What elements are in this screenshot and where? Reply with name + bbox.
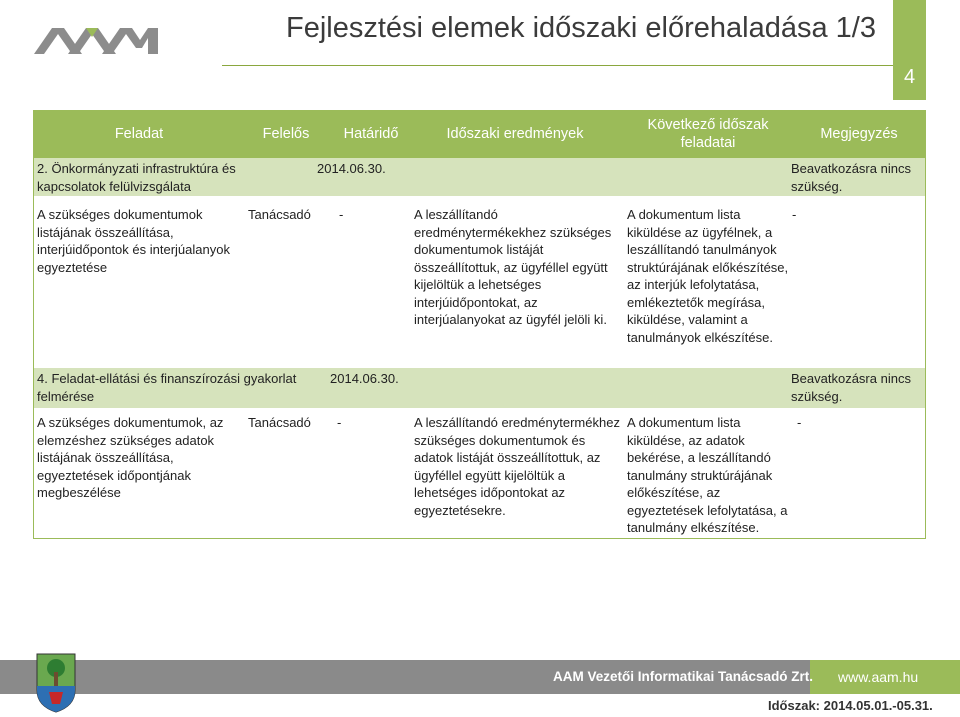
task-results: A leszállítandó eredménytermékhez szükséges dokumentumok és adatok listáját összeállítottuk, az ügyféllel együtt kijelöltük a lehetséges időpontokat az egyeztetésekre.: [414, 415, 620, 518]
section-title: 4. Feladat-ellátási és finanszírozási gyakorlat felmérése: [37, 371, 297, 404]
col-header-kovetkezo: Következő időszak feladatai: [647, 117, 769, 151]
section-note: Beavatkozásra nincs szükség.: [791, 371, 911, 404]
col-header-hatarido: Határidő: [343, 126, 399, 142]
page-title: Fejlesztési elemek időszaki előrehaladása 1/3: [286, 12, 876, 44]
task-owner: Tanácsadó: [248, 207, 311, 222]
slide-number: 4: [903, 66, 916, 88]
task-remark: -: [792, 207, 797, 222]
table-header-row: [34, 111, 925, 158]
task-description: A szükséges dokumentumok listájának összeállítása, interjúidőpontok és interjúalanyok egyeztetése: [37, 207, 230, 275]
section-note: Beavatkozásra nincs szükség.: [791, 161, 911, 194]
task-deadline: -: [337, 415, 342, 430]
footer-company: AAM Vezetői Informatikai Tanácsadó Zrt.: [553, 669, 814, 684]
col-header-megjegyzes: Megjegyzés: [820, 126, 898, 142]
section-row: [34, 368, 925, 408]
task-next-period: A dokumentum lista kiküldése az ügyfélnek, a leszállítandó tanulmányok struktúrájának előkészítése, az interjúk lefolytatása, emlékeztetők megírása, kiküldése, valamint a tanulmányok elkészítése.: [627, 207, 789, 345]
task-next-period: A dokumentum lista kiküldése, az adatok bekérése, a leszállítandó tanulmány struktúrájának előkészítése, az egyeztetések lefolytatása, a tanulmány elkészítése.: [627, 415, 788, 535]
col-header-eredmenyek: Időszaki eredmények: [446, 126, 584, 142]
section-row: [34, 158, 925, 196]
section-title: 2. Önkormányzati infrastruktúra és kapcsolatok felülvizsgálata: [37, 161, 236, 194]
aam-logo: [30, 22, 162, 58]
table-row: [34, 413, 925, 538]
task-owner: Tanácsadó: [248, 415, 311, 430]
title-divider: [222, 65, 896, 66]
col-header-felelos: Felelős: [262, 126, 310, 142]
footer-website-link[interactable]: www.aam.hu: [838, 669, 919, 685]
municipal-crest-icon: [35, 652, 77, 714]
section-deadline: 2014.06.30.: [317, 161, 386, 176]
progress-table: [33, 110, 926, 539]
task-remark: -: [797, 415, 802, 430]
task-deadline: -: [339, 207, 344, 222]
col-header-feladat: Feladat: [114, 126, 164, 142]
section-deadline: 2014.06.30.: [330, 371, 399, 386]
footer-period: Időszak: 2014.05.01.-05.31.: [768, 698, 933, 713]
task-results: A leszállítandó eredménytermékekhez szükséges dokumentumok listáját összeállítottuk, az ügyféllel együtt kijelöltük a lehetséges interjúidőpontokat, az interjúalanyokat az ügyfél jelöli ki.: [414, 207, 612, 327]
task-description: A szükséges dokumentumok, az elemzéshez szükséges adatok listájának összeállítása, egyeztetések időpontjának megbeszélése: [37, 415, 224, 500]
table-row: [34, 204, 925, 364]
